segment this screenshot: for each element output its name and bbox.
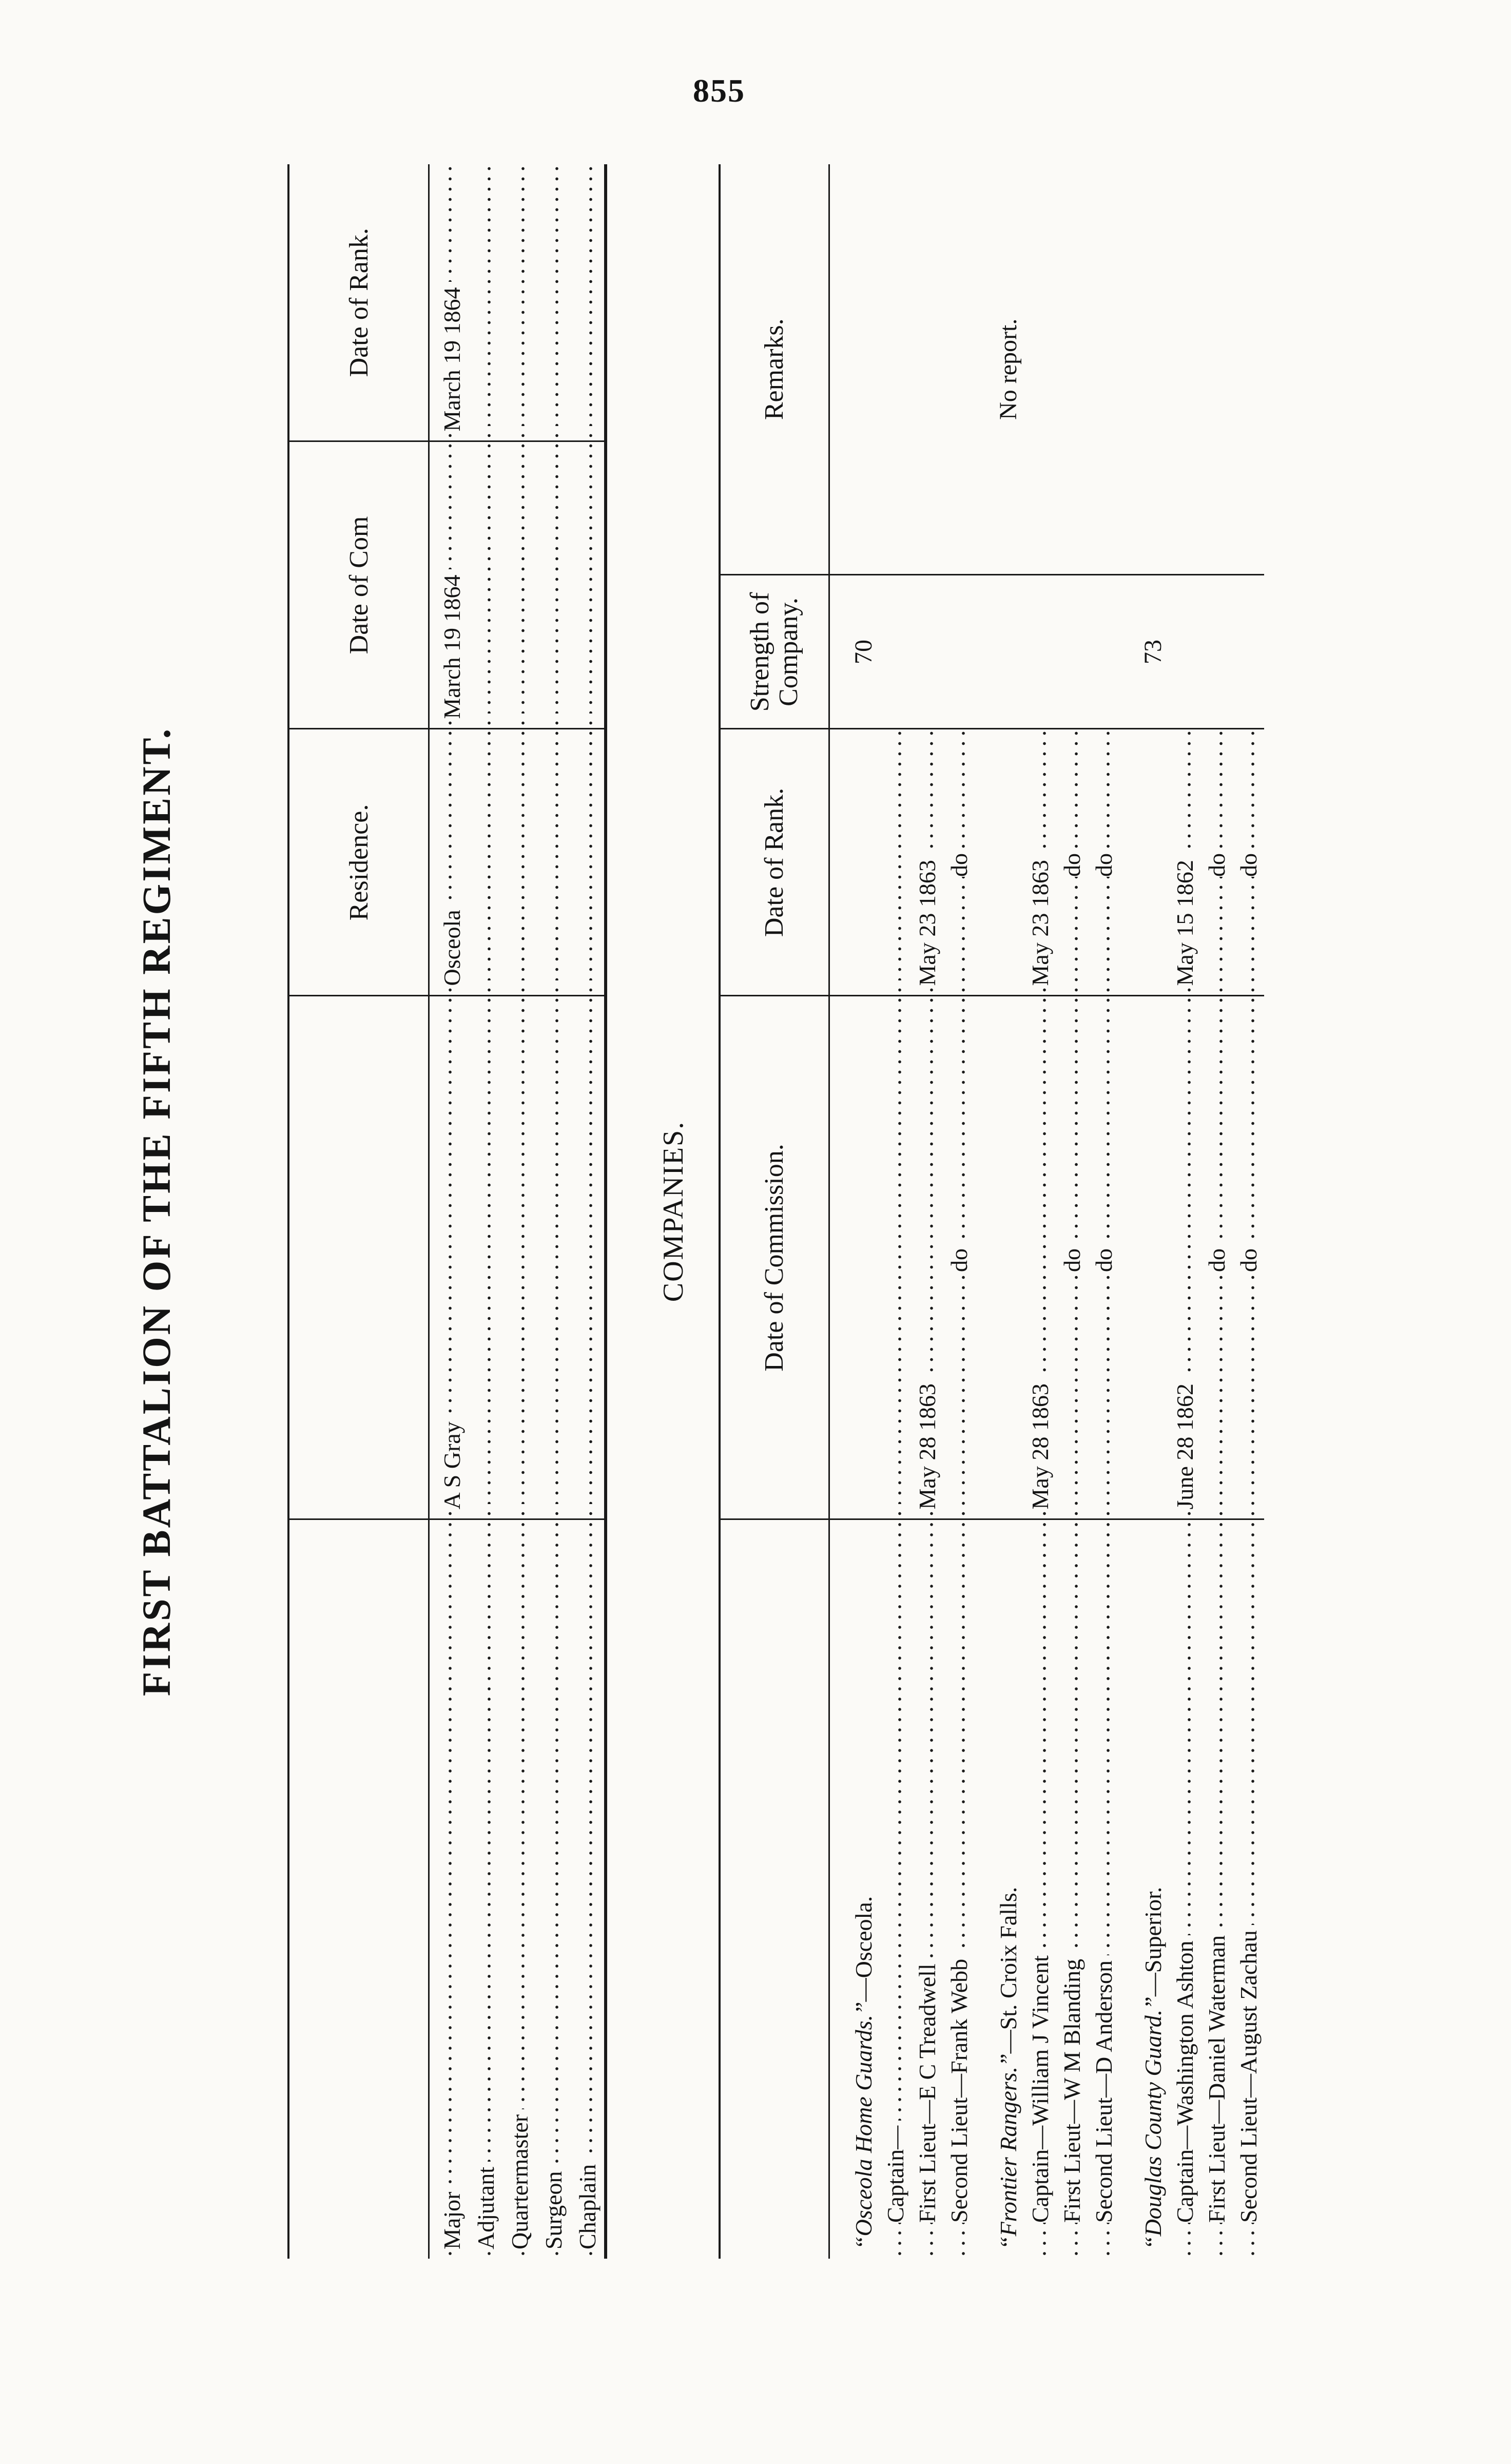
company-name: “Frontier Rangers.”—St. Croix Falls. [995,1886,1021,2249]
company-officer-row [1024,164,1056,2259]
company-officer-row [1232,164,1264,2259]
company-officer-date-of-commission: do [1232,996,1264,1519]
company-officer-row [1056,164,1088,2259]
companies-heading: COMPANIES. [657,1121,689,1302]
officer-date-of-rank: March 19 1864 [429,164,469,441]
officer-row [502,164,536,2259]
companies-header-strength: Strength of Company. [720,575,829,729]
company-officer-row [1169,164,1200,2259]
company-officer-date-of-rank: May 23 1863 [1024,729,1056,996]
officers-header-date-of-commission: Date of Com [288,441,429,729]
company-officer-date-of-commission [879,996,911,1519]
company-officer: Captain—Washington Ashton [1169,1519,1200,2259]
company-officer-date-of-commission: do [943,996,975,1519]
company-officer-date-of-rank: May 23 1863 [911,729,943,996]
company-officer: Captain—William J Vincent [1024,1519,1056,2259]
company-officer-date-of-commission: do [1200,996,1232,1519]
company-officer-date-of-commission: June 28 1862 [1169,996,1200,1519]
officer-row [469,164,502,2259]
company-strength: 70 [829,575,880,729]
officer-date-of-commission [469,441,502,729]
officer-name [502,996,536,1519]
company-strength [975,575,1024,729]
company-officer-date-of-rank: do [1232,729,1264,996]
officer-date-of-rank [570,164,606,441]
companies-header-date-of-rank: Date of Rank. [720,729,829,996]
officer-name [469,996,502,1519]
company-name-row [829,164,880,2259]
company-officer-date-of-rank [879,729,911,996]
officer-row [536,164,570,2259]
company-remarks [1119,164,1169,575]
company-name: “Douglas County Guard.”—Superior. [1139,1886,1166,2249]
officer-date-of-commission [570,441,606,729]
page-title: FIRST BATTALION OF THE FIFTH REGIMENT. [134,726,179,1697]
officer-row [429,164,469,2259]
officers-table [287,164,607,2259]
company-officer: First Lieut—W M Blanding [1056,1519,1088,2259]
companies-table [719,164,1264,2259]
company-officer-date-of-rank: May 15 1862 [1169,729,1200,996]
company-officer-row [1200,164,1232,2259]
officer-name [536,996,570,1519]
company-officer: First Lieut—Daniel Waterman [1200,1519,1232,2259]
companies-header-date-of-commission: Date of Commission. [720,996,829,1519]
officer-office: Surgeon [536,1519,570,2259]
company-officer: Second Lieut—Frank Webb [943,1519,975,2259]
officer-name: A S Gray [429,996,469,1519]
companies-header-row [720,164,829,2259]
company-officer-row [943,164,975,2259]
companies-header-remarks: Remarks. [720,164,829,575]
company-remarks [829,164,880,575]
officer-office: Major [429,1519,469,2259]
company-officer-date-of-commission: May 28 1863 [1024,996,1056,1519]
company-remarks: No report. [975,164,1024,575]
officer-date-of-commission: March 19 1864 [429,441,469,729]
officer-date-of-rank [536,164,570,441]
officer-residence [469,729,502,996]
officer-date-of-rank [502,164,536,441]
company-officer-row [911,164,943,2259]
officer-residence [502,729,536,996]
officer-residence [570,729,606,996]
officer-office: Adjutant [469,1519,502,2259]
company-officer-date-of-rank: do [1088,729,1119,996]
company-officer-date-of-rank: do [1200,729,1232,996]
company-strength: 73 [1119,575,1169,729]
company-officer-date-of-commission: May 28 1863 [911,996,943,1519]
officer-date-of-commission [536,441,570,729]
officers-header-date-of-rank: Date of Rank. [288,164,429,441]
company-name-row [975,164,1024,2259]
officer-date-of-rank [469,164,502,441]
officer-office: Chaplain [570,1519,606,2259]
officer-name [570,996,606,1519]
rotated-sheet [133,164,1376,2259]
officers-header-row [288,164,429,2259]
company-officer-date-of-commission: do [1056,996,1088,1519]
company-officer: Captain— [879,1519,911,2259]
company-officer-row [1088,164,1119,2259]
company-officer: First Lieut—E C Treadwell [911,1519,943,2259]
company-officer-date-of-rank: do [943,729,975,996]
officer-date-of-commission [502,441,536,729]
officer-residence: Osceola [429,729,469,996]
company-officer: Second Lieut—August Zachau [1232,1519,1264,2259]
company-officer-date-of-commission: do [1088,996,1119,1519]
officer-residence [536,729,570,996]
officers-header-residence: Residence. [288,729,429,996]
officer-row [570,164,606,2259]
company-name-row [1119,164,1169,2259]
companies-header-blank [720,1519,829,2259]
company-officer: Second Lieut—D Anderson [1088,1519,1119,2259]
officers-header-name [288,996,429,1519]
company-officer-date-of-rank: do [1056,729,1088,996]
company-officer-row [879,164,911,2259]
officers-header-office [288,1519,429,2259]
company-name: “Osceola Home Guards.”—Osceola. [850,1896,877,2249]
page-number: 855 [693,72,745,109]
officer-office: Quartermaster [502,1519,536,2259]
